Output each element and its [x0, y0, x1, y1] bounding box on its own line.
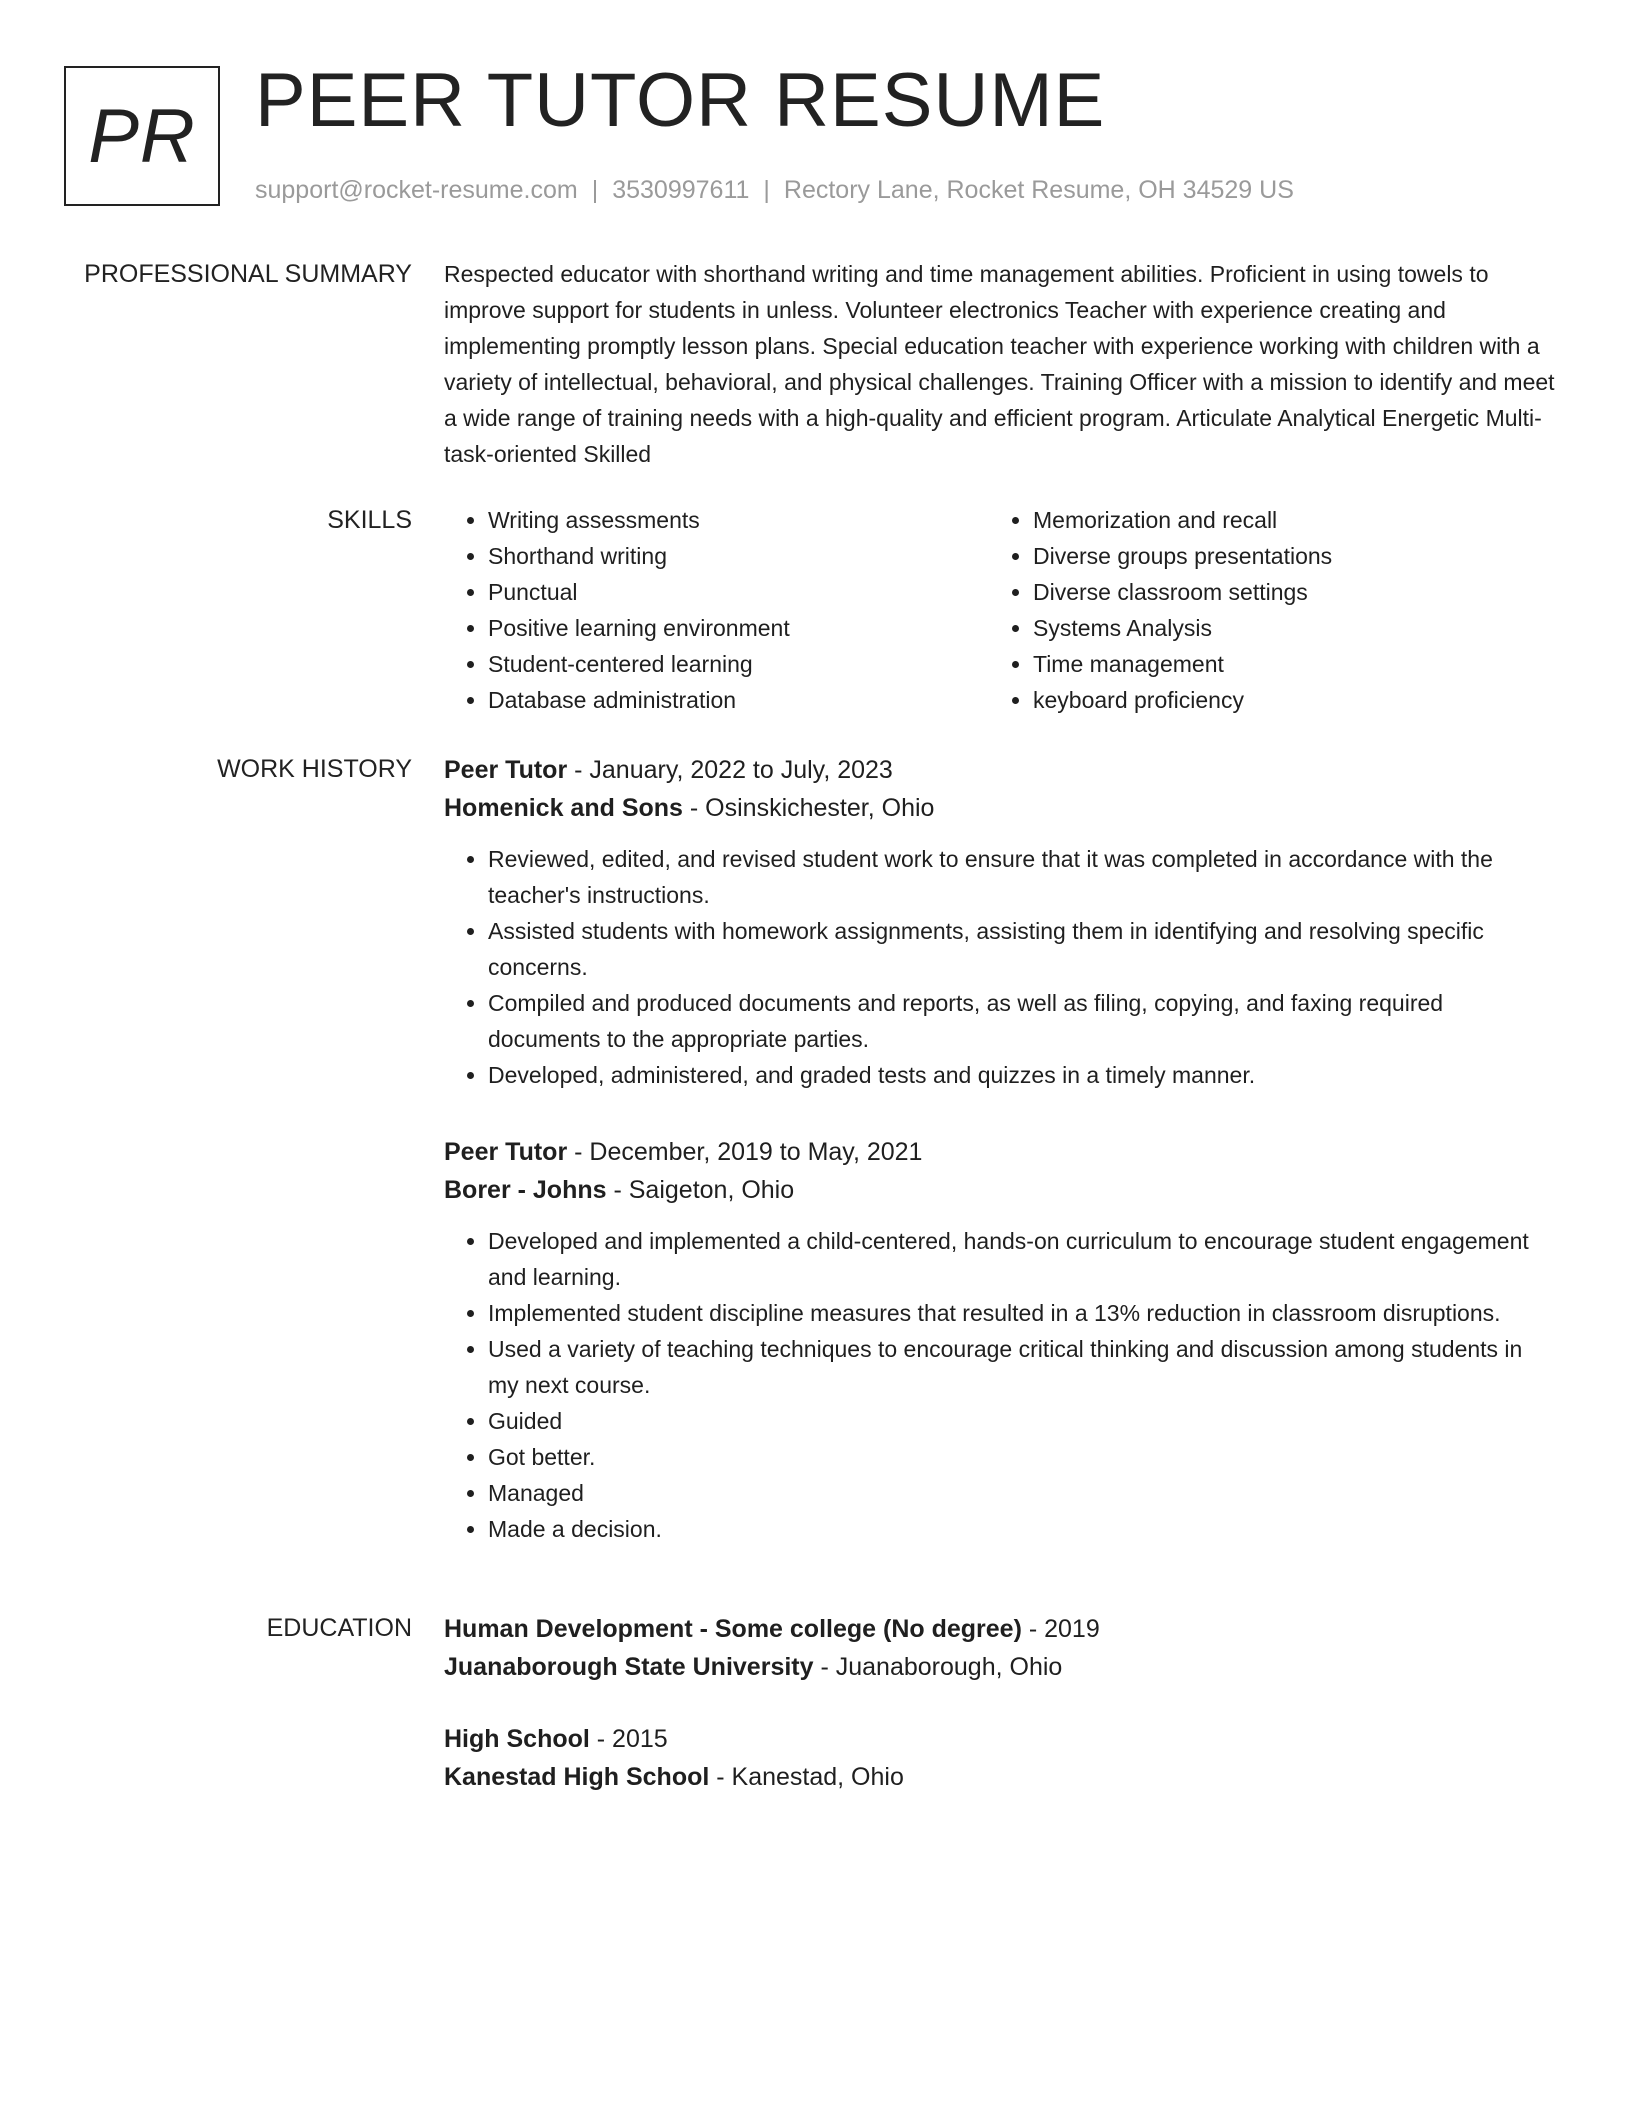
job-entry [444, 751, 1556, 1093]
job-company: Homenick and Sons [444, 794, 683, 822]
summary-text: Respected educator with shorthand writing and time management abilities. Proficient in using towels to improve support for students in unless. Volunteer electronics Teacher with experience creating and implementing promptly lesson plans. Special education teacher with experience working with children with a variety of intellectual, behavioral, and physical challenges. Training Officer with a mission to identify and meet a wide range of training needs with a high-quality and efficient program. Articulate Analytical Energetic Multi-task-oriented Skilled [444, 261, 1555, 467]
education-entry [444, 1610, 1556, 1686]
resume-title: PEER TUTOR RESUME [255, 58, 1106, 143]
contact-separator: | [591, 176, 599, 204]
education-school-line [444, 1648, 1556, 1686]
job-dates: - January, 2022 to July, 2023 [567, 756, 893, 784]
work-history-label: WORK HISTORY [217, 755, 412, 783]
job-bullets [444, 841, 1556, 1093]
job-bullet: • Got better. [488, 1439, 1556, 1475]
job-location: - Osinskichester, Ohio [682, 794, 935, 822]
education-school: Kanestad High School [444, 1763, 710, 1791]
contact-address: Rectory Lane, Rocket Resume, OH 34529 US [783, 176, 1294, 204]
contact-email: support@rocket-resume.com [255, 176, 578, 204]
education-location: - Juanaborough, Ohio [813, 1653, 1063, 1681]
skill-item: • Diverse groups presentations [1033, 538, 1534, 574]
job-company-line [444, 1171, 1556, 1209]
education-entry [444, 1720, 1556, 1796]
contact-phone: 3530997611 [612, 176, 750, 204]
job-bullet: • Made a decision. [488, 1511, 1556, 1547]
education-school: Juanaborough State University [444, 1653, 814, 1681]
skill-item: • Writing assessments [488, 502, 989, 538]
job-location: - Saigeton, Ohio [606, 1176, 795, 1204]
job-bullet: • Developed, administered, and graded tests and quizzes in a timely manner. [488, 1057, 1556, 1093]
job-title-line [444, 751, 1556, 789]
education-degree: Human Development - Some college (No degree) [444, 1615, 1022, 1643]
job-bullet: • Reviewed, edited, and revised student work to ensure that it was completed in accordance with the teacher's instructions. [488, 841, 1556, 913]
skill-item: • keyboard proficiency [1033, 682, 1534, 718]
skill-item: • Memorization and recall [1033, 502, 1534, 538]
skills-list-left [444, 502, 989, 718]
contact-separator: | [763, 176, 770, 204]
education-location: - Kanestad, Ohio [709, 1763, 904, 1791]
job-bullet: • Assisted students with homework assignments, assisting them in identifying and resolving specific concerns. [488, 913, 1556, 985]
education-degree-line [444, 1610, 1556, 1648]
job-bullet: • Developed and implemented a child-centered, hands-on curriculum to encourage student engagement and learning. [488, 1223, 1556, 1295]
education-degree: High School [444, 1725, 590, 1753]
job-title: Peer Tutor [444, 1138, 568, 1166]
job-dates: - December, 2019 to May, 2021 [567, 1138, 923, 1166]
education-year: - 2015 [589, 1725, 668, 1753]
monogram-box [64, 66, 220, 206]
skill-item: • Database administration [488, 682, 989, 718]
education-degree-line [444, 1720, 1556, 1758]
job-bullet: • Managed [488, 1475, 1556, 1511]
skill-item: • Time management [1033, 646, 1534, 682]
skills-label: SKILLS [327, 506, 412, 534]
skill-item: • Diverse classroom settings [1033, 574, 1534, 610]
job-bullet: • Compiled and produced documents and reports, as well as filing, copying, and faxing required documents to the appropriate parties. [488, 985, 1556, 1057]
monogram-text: PR [88, 93, 196, 179]
skill-item: • Systems Analysis [1033, 610, 1534, 646]
skill-item: • Shorthand writing [488, 538, 989, 574]
skills-columns [444, 502, 1556, 718]
job-title-line [444, 1133, 1556, 1171]
job-bullets [444, 1223, 1556, 1547]
job-company-line [444, 789, 1556, 827]
skill-item: • Student-centered learning [488, 646, 989, 682]
summary-label: PROFESSIONAL SUMMARY [84, 260, 412, 288]
education-year: - 2019 [1021, 1615, 1100, 1643]
education-label: EDUCATION [266, 1614, 412, 1642]
skills-list-right [989, 502, 1534, 718]
skill-item: • Positive learning environment [488, 610, 989, 646]
job-title: Peer Tutor [444, 756, 568, 784]
job-entry [444, 1133, 1556, 1547]
job-bullet: • Implemented student discipline measures that resulted in a 13% reduction in classroom disruptions. [488, 1295, 1556, 1331]
education-school-line [444, 1758, 1556, 1796]
skill-item: • Punctual [488, 574, 989, 610]
job-bullet: • Guided [488, 1403, 1556, 1439]
contact-line [255, 173, 1294, 207]
job-company: Borer - Johns [444, 1176, 607, 1204]
job-bullet: • Used a variety of teaching techniques to encourage critical thinking and discussion among students in my next course. [488, 1331, 1556, 1403]
